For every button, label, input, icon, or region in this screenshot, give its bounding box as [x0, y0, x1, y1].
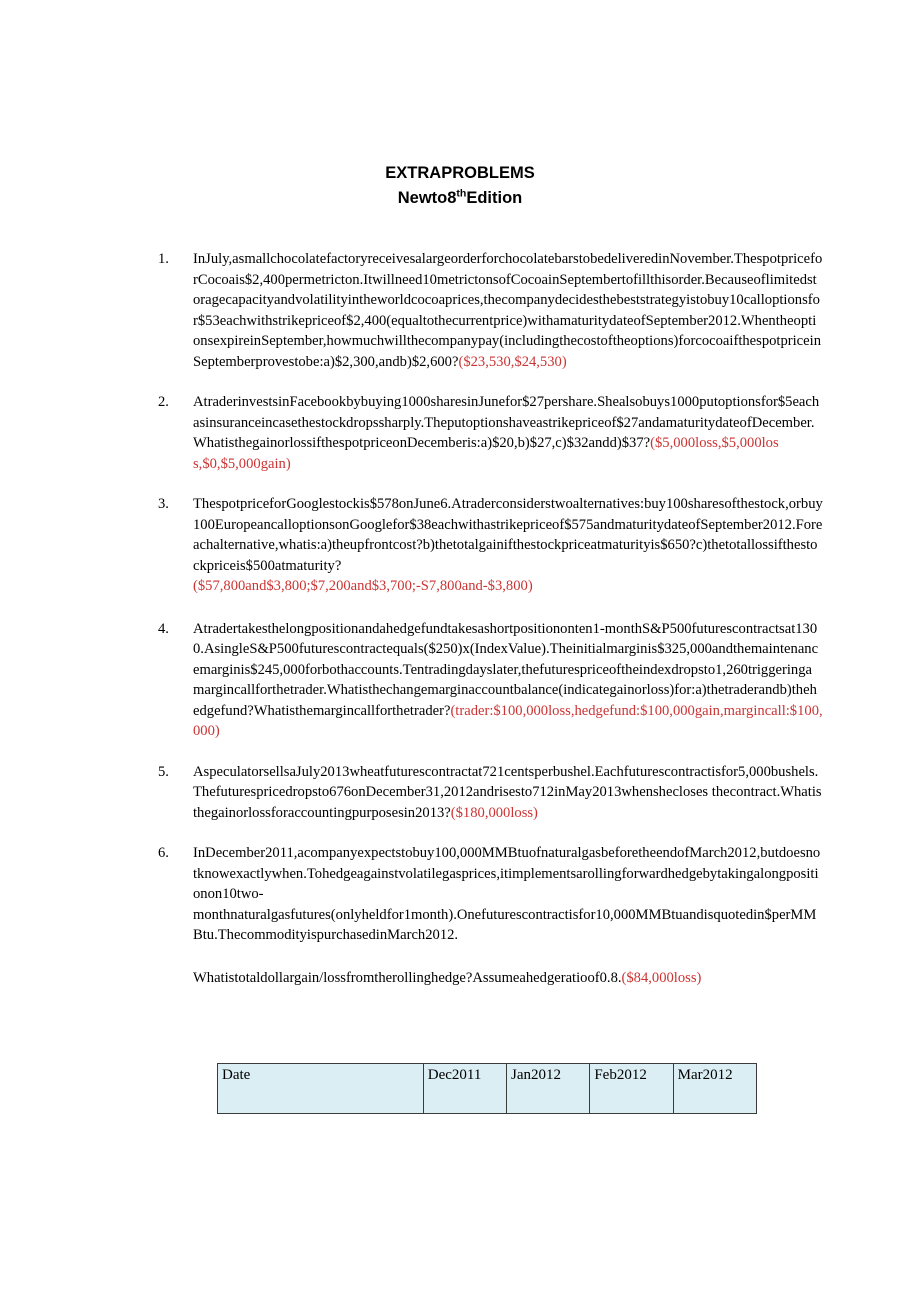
table-header-jan2012: Jan2012 [507, 1064, 590, 1114]
table-header-dec2011: Dec2011 [423, 1064, 506, 1114]
page-title: EXTRAPROBLEMS [385, 164, 535, 182]
problem-text-6: InDecember2011,acompanyexpectstobuy100,000MMBtuofnaturalgasbeforetheendofMarch2012,butdoesnotknowexactlywhen.Tohedgeagainstvolatilegasprices,itimplementsarollingforwardhedgebytakingalongpositionon10two- [193, 845, 821, 902]
problem-answer-5: ($180,000loss) [450, 804, 538, 821]
problem-text-6-cont: monthnaturalgasfutures(onlyheldfor1month).Onefuturescontractisfor10,000MMBtuandisquotedin$perMMBtu.ThecommodityispurchasedinMarch2012. [193, 906, 817, 943]
problem-item-4 [158, 619, 823, 742]
page-subtitle [0, 187, 920, 209]
problem-text-3: ThespotpriceforGooglestockis$578onJune6.Atraderconsiderstwoalternatives:buy100sharesofthestock,orbuy100EuropeancalloptionsonGooglefor$38eachwithastrikepriceof$575andmaturitydateofSeptember2012.Foreachalternative,whatis:a)theupfrontcost?b)thetotalgainifthestockpriceatmaturityis$650?c)thetotallossifthestockpriceis$500atmaturity? [193, 496, 823, 574]
problem-item-2 [158, 392, 823, 474]
problem-body-3 [193, 494, 823, 597]
document-title-block [0, 162, 920, 209]
problem-text-4: Atradertakesthelongpositionandahedgefundtakesashortpositiononten1-monthS&P500futurescontractsat1300.AsingleS&P500futurescontractequals($250)x(IndexValue).Theinitialmarginis$325,000andthemaintenancemarginis$245,000forbothaccounts.Tentradingdayslater,thefuturespriceoftheindexdropsto1,260triggeringamargincallforthetrader.Whatisthechangemarginaccountbalance(indicategainorloss)for:a)thetraderandb)thehedgefund?Whatisthemargincallforthetrader? [193, 620, 819, 719]
problem-text-2: AtraderinvestsinFacebookbybuying1000sharesinJunefor$27pershare.Shealsobuys1000putoptionsfor$5eachasinsuranceincasethestockdropssharply.Theputoptionshaveastrikepriceof$27andamaturitydateofDecember.WhatisthegainorlossifthespotpriceonDecemberis:a)$20,b)$27,c)$32andd)$37? [193, 394, 820, 451]
problem-body-1 [193, 249, 823, 372]
problem-body-5 [193, 762, 823, 824]
problem-body-4 [193, 619, 823, 742]
problem-list [158, 249, 823, 988]
page-subtitle-post: Edition [466, 189, 523, 207]
problem-item-5 [158, 762, 823, 824]
problem-number-3: 3. [158, 496, 169, 512]
problem-answer-3: ($57,800and$3,800;$7,200and$3,700;-S7,800and-$3,800) [193, 578, 533, 594]
table-header-row [218, 1064, 757, 1114]
problem-body-6 [193, 843, 823, 946]
followup-answer: ($84,000loss) [621, 969, 702, 986]
problem-body-2 [193, 392, 823, 474]
page-subtitle-ordinal: th [456, 187, 467, 200]
table-header-date: Date [218, 1064, 424, 1114]
page-subtitle-pre: Newto8 [397, 189, 457, 207]
problem-answer-1: ($23,530,$24,530) [458, 353, 567, 370]
problem-item-1 [158, 249, 823, 372]
problem-number-2: 2. [158, 394, 169, 410]
problem-answer-4: (trader:$100,000loss,hedgefund:$100,000gain,margincall:$100,000) [193, 702, 823, 739]
problem-number-5: 5. [158, 763, 169, 780]
hedge-data-table [217, 1063, 757, 1114]
followup-text: Whatistotaldollargain/lossfromtherollinghedge?Assumeahedgeratioof0.8. [193, 969, 622, 986]
table-header-feb2012: Feb2012 [590, 1064, 673, 1114]
problem-item-3 [158, 494, 823, 597]
problem-number-6: 6. [158, 845, 169, 861]
problem-text-1: InJuly,asmallchocolatefactoryreceivesalargeorderforchocolatebarstobedeliveredinNovember.ThespotpriceforCocoais$2,400permetricton.Itwillneed10metrictonsofCocoainSeptembertofillthisorder.Becauseoflimitedstoragecapacityandvolatilityintheworldcocoaprices,thecompanydecidesthebeststrategyistobuy10calloptionsfor$53eachwithstrikepriceof$2,400(equaltothecurrentprice)withamaturitydateofSeptember2012.WhentheoptionsexpireinSeptember,howmuchwillthecompanypay(includingthecostoftheoptions)forcocoaifthespotpriceinSeptemberprovestobe:a)$2,300,andb)$2,600? [193, 251, 823, 370]
followup-question [193, 968, 823, 989]
problem-answer-2: ($5,000loss,$5,000loss,$0,$5,000gain) [193, 435, 779, 472]
problem-number-4: 4. [158, 620, 169, 637]
problem-text-5: AspeculatorsellsaJuly2013wheatfuturescontractat721centsperbushel.Eachfuturescontractisfor5,000bushels.Thefuturespricedropsto676onDecember31,2012andrisesto712inMay2013whenshecloses thecontract.Whatisthegainorlossforaccountingpurposesin2013? [193, 763, 822, 821]
problem-number-1: 1. [158, 251, 169, 267]
table-header-mar2012: Mar2012 [673, 1064, 756, 1114]
problem-item-6 [158, 843, 823, 946]
hedge-data-table-wrap [217, 1063, 757, 1114]
